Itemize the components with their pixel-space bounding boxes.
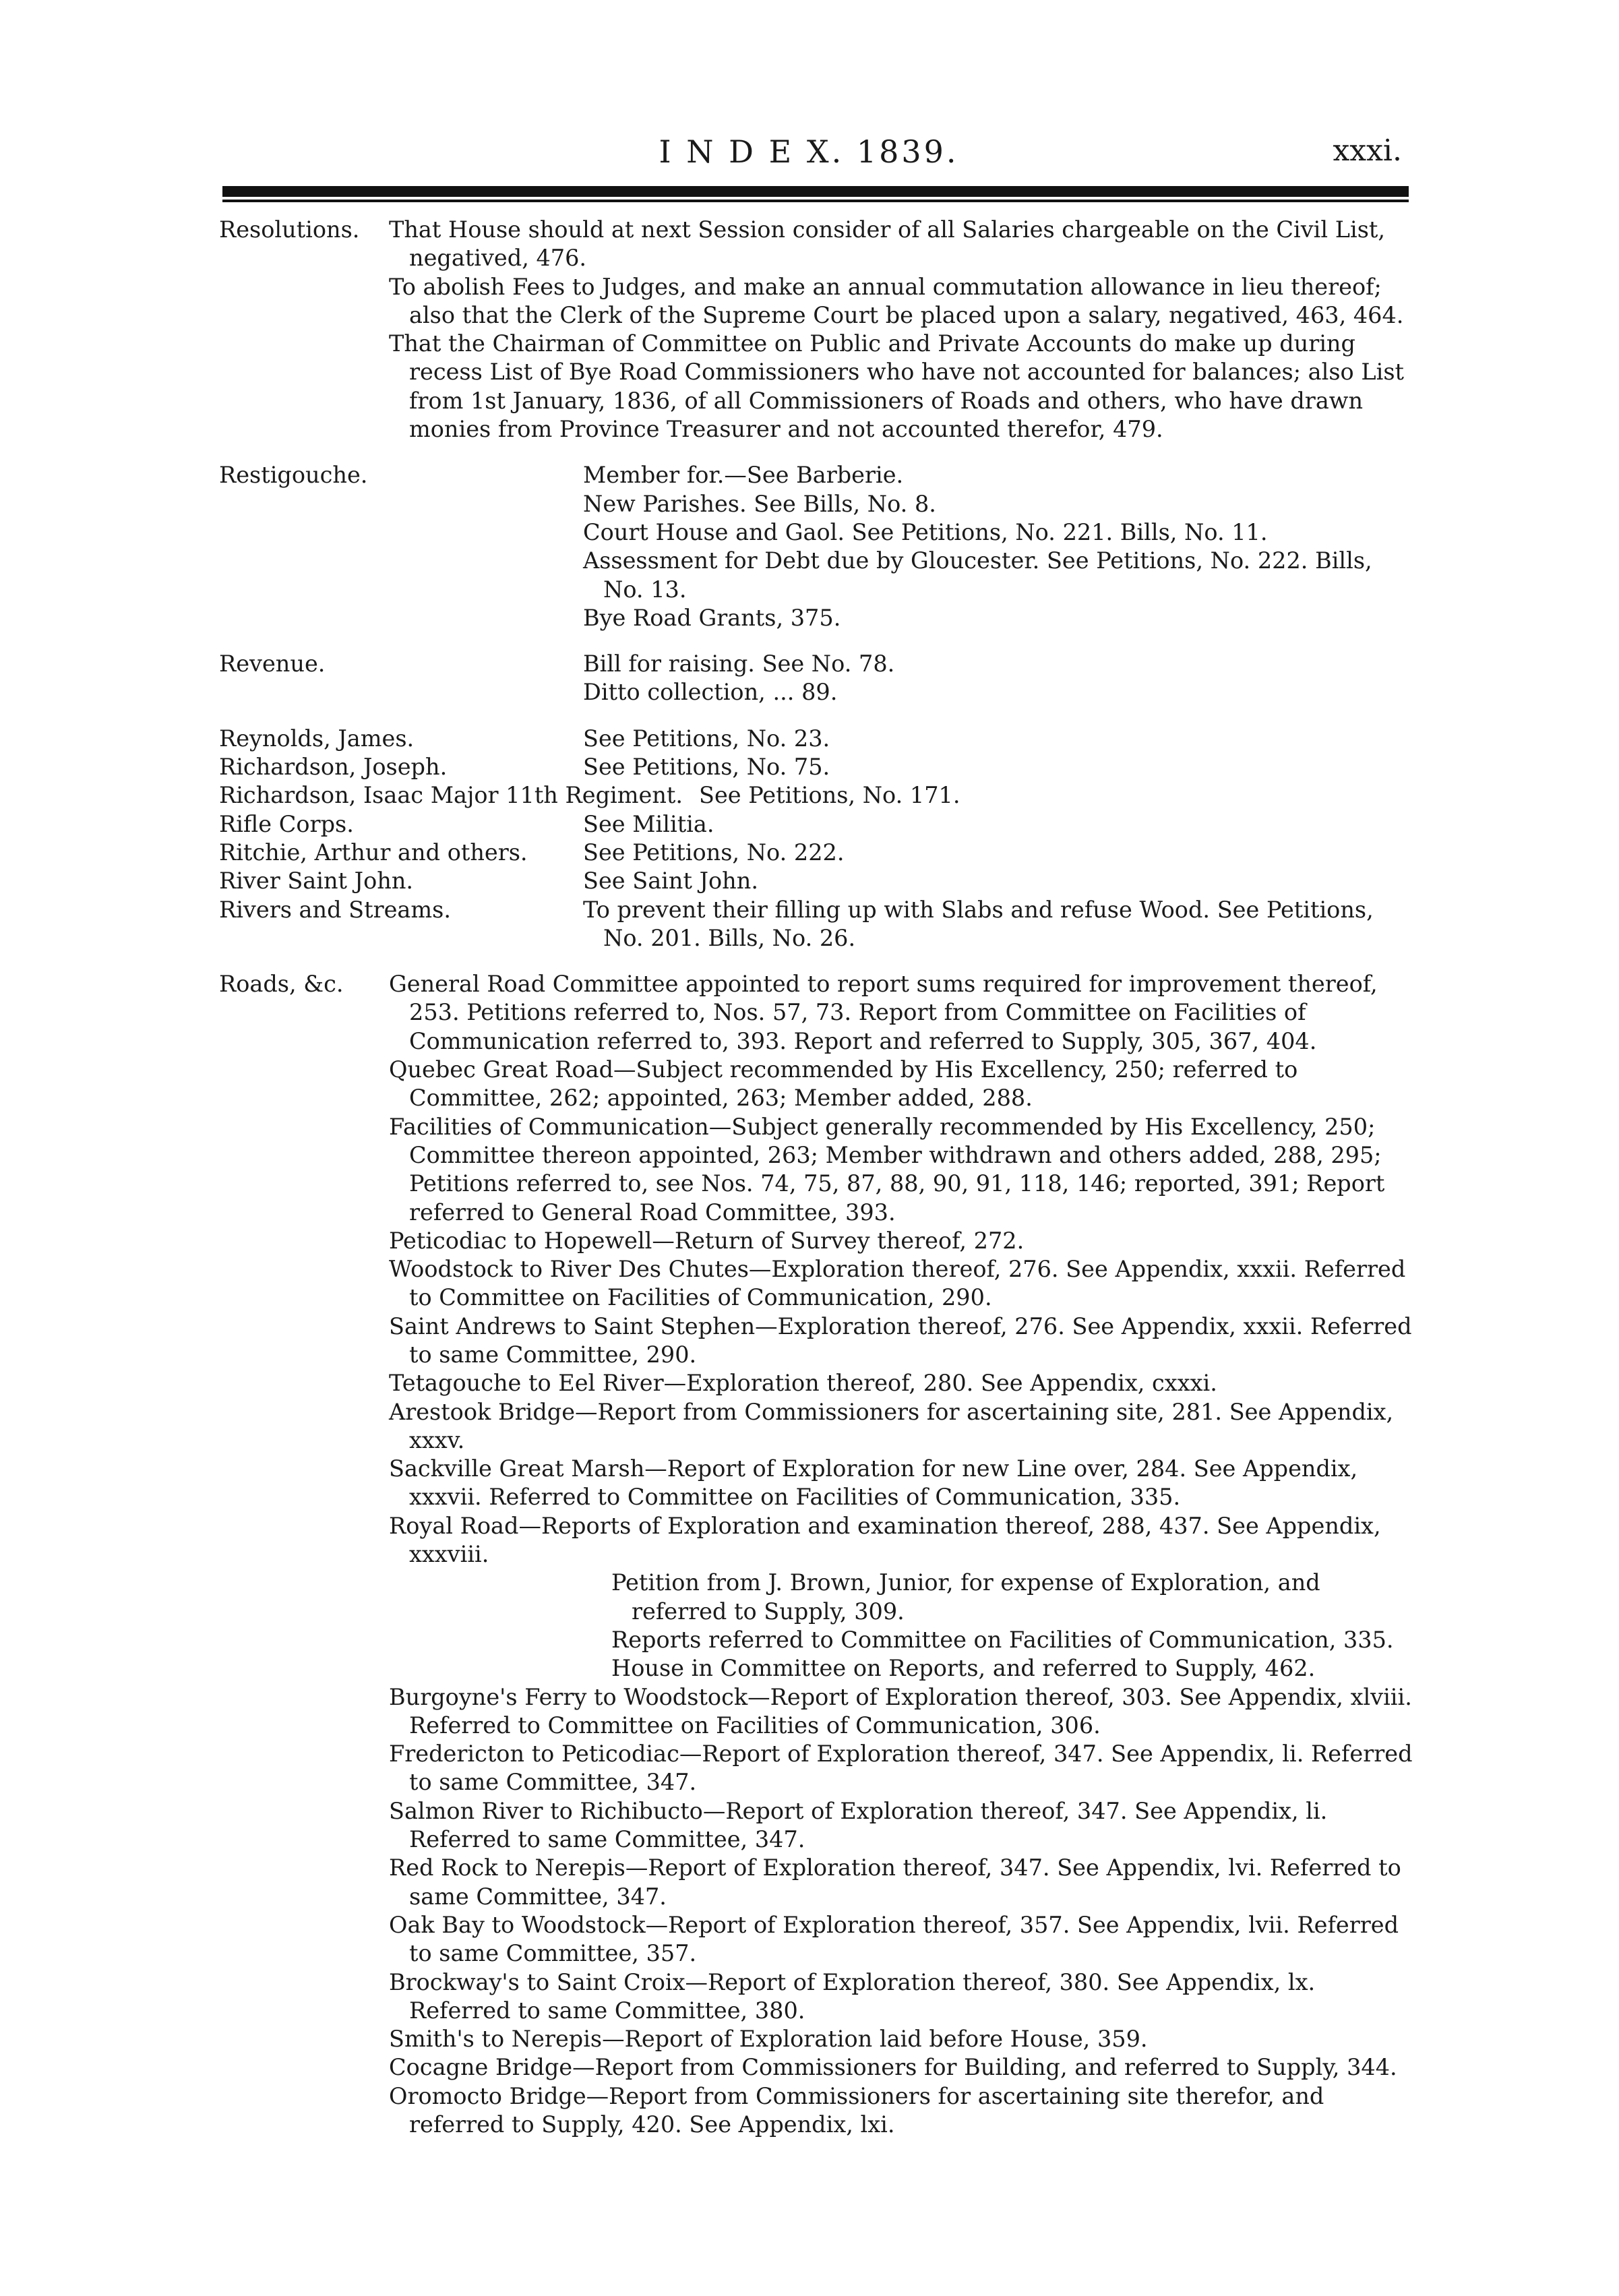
entry-term: Reynolds, James. [219,725,415,752]
entry-line: Court House and Gaol. See Petitions, No. 221. Bills, No. 11. [583,518,1268,545]
entry-richardson-isaac [219,781,1415,810]
entry-reynolds [219,725,1415,753]
entry-reference: See Petitions, No. 171. [699,782,960,809]
road-line: Cocagne Bridge—Report from Commissioners for Building, and referred to Supply, 344. [389,2054,1397,2081]
entry-roads [219,970,1415,2139]
page-number: xxxi. [1333,133,1402,168]
road-line: Brockway's to Saint Croix—Report of Exploration thereof, 380. See Appendix, lx. Referred to same Committee, 380. [389,1968,1316,2024]
road-line: Salmon River to Richibucto—Report of Exploration thereof, 347. See Appendix, li. Referred to same Committee, 347. [389,1797,1328,1853]
entry-term: Richardson, Joseph. [219,754,448,781]
header-rule-thin [222,200,1409,202]
index-body [219,216,1415,2139]
road-line: Arestook Bridge—Report from Commissioners for ascertaining site, 281. See Appendix, xxxv. [389,1398,1394,1453]
entry-line: That House should at next Session consider of all Salaries chargeable on the Civil List, negatived, 476. [389,216,1386,272]
page-title: I N D E X. 1839. [659,133,959,170]
entry-line: Bye Road Grants, 375. [583,604,841,631]
entry-term: Roads, &c. [219,971,344,998]
road-line: Red Rock to Nerepis—Report of Exploration thereof, 347. See Appendix, lvi. Referred to same Committee, 347. [389,1854,1401,1910]
road-line: Facilities of Communication—Subject generally recommended by His Excellency, 250; Committee thereon appointed, 263; Member withdrawn and others added, 288, 295; Petitions referred to, see Nos. 74, 75, 87, 88, 90, 91, 118, 146; reported, 391; Report referred to General Road Committee, 393. [389,1113,1385,1226]
header-rule-thick [222,186,1409,197]
entry-line: To abolish Fees to Judges, and make an annual commutation allowance in lieu thereof; also that the Clerk of the Supreme Court be placed upon a salary, negatived, 463, 464. [389,273,1404,328]
road-line: Burgoyne's Ferry to Woodstock—Report of Exploration thereof, 303. See Appendix, xlviii. Referred to Committee on Facilities of Communication, 306. [389,1683,1412,1739]
entry-river-saint-john [219,867,1415,895]
royal-road-sub-line: House in Committee on Reports, and referred to Supply, 462. [611,1655,1316,1682]
entry-resolutions [219,216,1415,444]
road-line: Woodstock to River Des Chutes—Exploration thereof, 276. See Appendix, xxxii. Referred to Committee on Facilities of Communication, 290. [389,1256,1406,1311]
road-line: Oromocto Bridge—Report from Commissioners for ascertaining site therefor, and referred to Supply, 420. See Appendix, lxi. [389,2082,1324,2138]
entry-term: Restigouche. [219,462,368,489]
entry-line: That the Chairman of Committee on Public and Private Accounts do make up during recess List of Bye Road Commissioners who have not accounted for balances; also List from 1st January, 1836, of all Commissioners of Roads and others, who have drawn monies from Province Treasurer and not accounted therefor, 479. [389,330,1404,443]
entry-reference: To prevent their filling up with Slabs and refuse Wood. See Petitions, No. 201. Bills, No. 26. [583,896,1374,951]
entry-reference: See Petitions, No. 23. [583,725,830,752]
entry-term: River Saint John. [219,868,414,895]
road-line: General Road Committee appointed to report sums required for improvement thereof, 253. Petitions referred to, Nos. 57, 73. Report from Committee on Facilities of Communication referred to, 393. Report and referred to Supply, 305, 367, 404. [389,971,1378,1054]
entry-term: Ritchie, Arthur and others. [219,839,528,866]
road-line: Smith's to Nerepis—Report of Exploration laid before House, 359. [389,2026,1148,2053]
entry-line: Bill for raising. See No. 78. [583,651,895,677]
entry-rivers [219,896,1415,953]
road-line: Saint Andrews to Saint Stephen—Exploration thereof, 276. See Appendix, xxxii. Referred to same Committee, 290. [389,1312,1412,1368]
entry-line: Ditto collection, ... 89. [583,679,838,706]
page-header [216,133,1402,181]
road-line: Oak Bay to Woodstock—Report of Exploration thereof, 357. See Appendix, lvii. Referred to same Committee, 357. [389,1911,1399,1967]
entry-line: Assessment for Debt due by Gloucester. See Petitions, No. 222. Bills, No. 13. [583,547,1372,603]
entry-restigouche [219,461,1415,632]
entry-term: Revenue. [219,651,326,677]
entry-rifle [219,810,1415,839]
entry-reference: See Militia. [583,810,714,837]
entry-reference: See Petitions, No. 75. [583,754,830,781]
entry-line: New Parishes. See Bills, No. 8. [583,490,936,517]
entry-term: Resolutions. [219,216,360,243]
entry-term: Rifle Corps. [219,810,354,837]
road-line: Quebec Great Road—Subject recommended by His Excellency, 250; referred to Committee, 262; appointed, 263; Member added, 288. [389,1056,1298,1112]
entry-ritchie [219,839,1415,867]
road-line: Tetagouche to Eel River—Exploration thereof, 280. See Appendix, cxxxi. [389,1370,1217,1397]
entry-reference: See Saint John. [583,868,758,895]
entry-term: Rivers and Streams. [219,896,452,923]
road-line: Royal Road—Reports of Exploration and examination thereof, 288, 437. See Appendix, xxxviii. [389,1512,1381,1568]
entry-richardson-joseph [219,753,1415,781]
road-line: Fredericton to Peticodiac—Report of Exploration thereof, 347. See Appendix, li. Referred to same Committee, 347. [389,1741,1413,1796]
entry-term: Richardson, Isaac Major 11th Regiment. [219,782,683,809]
road-line: Peticodiac to Hopewell—Return of Survey thereof, 272. [389,1227,1025,1254]
entry-revenue [219,650,1415,707]
royal-road-sub-line: Petition from J. Brown, Junior, for expense of Exploration, and referred to Supply, 309. [611,1569,1320,1625]
entry-line: Member for.—See Barberie. [583,462,904,489]
entry-reference: See Petitions, No. 222. [583,839,845,866]
royal-road-sub-line: Reports referred to Committee on Facilities of Communication, 335. [611,1626,1394,1653]
road-line: Sackville Great Marsh—Report of Exploration for new Line over, 284. See Appendix, xxxvii. Referred to Committee on Facilities of Communication, 335. [389,1455,1358,1511]
